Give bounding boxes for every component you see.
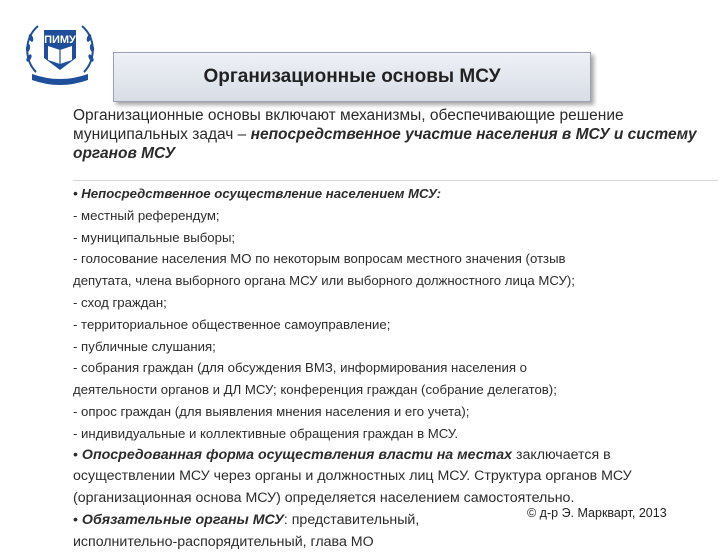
university-logo bbox=[18, 14, 102, 86]
slide-title: Организационные основы МСУ bbox=[203, 66, 501, 87]
section-mandatory-line: исполнительно-распорядительный, глава МО bbox=[73, 533, 374, 550]
list-item: - публичные слушания; bbox=[73, 338, 216, 354]
copyright-text: © д-р Э. Маркварт, 2013 bbox=[527, 506, 667, 520]
list-item: - индивидуальные и коллективные обращения граждан в МСУ. bbox=[73, 425, 459, 441]
content-list bbox=[73, 180, 718, 554]
list-item: - территориальное общественное самоуправление; bbox=[73, 316, 391, 332]
list-item: - собрания граждан (для обсуждения ВМЗ, информирования населения о bbox=[73, 360, 527, 376]
list-item: - местный референдум; bbox=[73, 207, 220, 223]
list-item: - опрос граждан (для выявления мнения населения и его учета); bbox=[73, 403, 470, 419]
bullet: • bbox=[73, 511, 82, 528]
section-direct-heading: • Непосредственное осуществление населением МСУ: bbox=[73, 186, 442, 201]
section-indirect-line: осуществлении МСУ через органы и должностных лиц МСУ. Структура органов МСУ bbox=[73, 468, 632, 485]
slide-title-box bbox=[113, 52, 591, 102]
intro-paragraph bbox=[73, 106, 718, 163]
list-item: деятельности органов и ДЛ МСУ; конференция граждан (собрание делегатов); bbox=[73, 382, 557, 398]
list-item: - муниципальные выборы; bbox=[73, 229, 236, 245]
section-mandatory-tail: : представительный, bbox=[283, 511, 420, 528]
section-indirect-line: (организационная основа МСУ) определяется населением самостоятельно. bbox=[73, 490, 575, 507]
section-indirect-tail: заключается в bbox=[512, 446, 611, 463]
list-item: депутата, члена выборного органа МСУ или выборного должностного лица МСУ); bbox=[73, 273, 575, 289]
intro-emphasis: непосредственное участие населения в МСУ и систему органов МСУ bbox=[73, 126, 697, 162]
list-item: - голосование населения МО по некоторым вопросам местного значения (отзыв bbox=[73, 251, 566, 267]
bullet: • bbox=[73, 446, 82, 463]
list-item: - сход граждан; bbox=[73, 294, 167, 310]
logo-text: ПИМУ bbox=[44, 34, 76, 46]
section-indirect bbox=[73, 445, 718, 467]
section-mandatory-heading: Обязательные органы МСУ bbox=[81, 511, 284, 528]
intro-text: Организационные основы включают механизмы, обеспечивающие решение муниципальных задач – bbox=[73, 107, 624, 143]
section-indirect-heading: Опосредованная форма осуществления власти на местах bbox=[81, 446, 512, 463]
